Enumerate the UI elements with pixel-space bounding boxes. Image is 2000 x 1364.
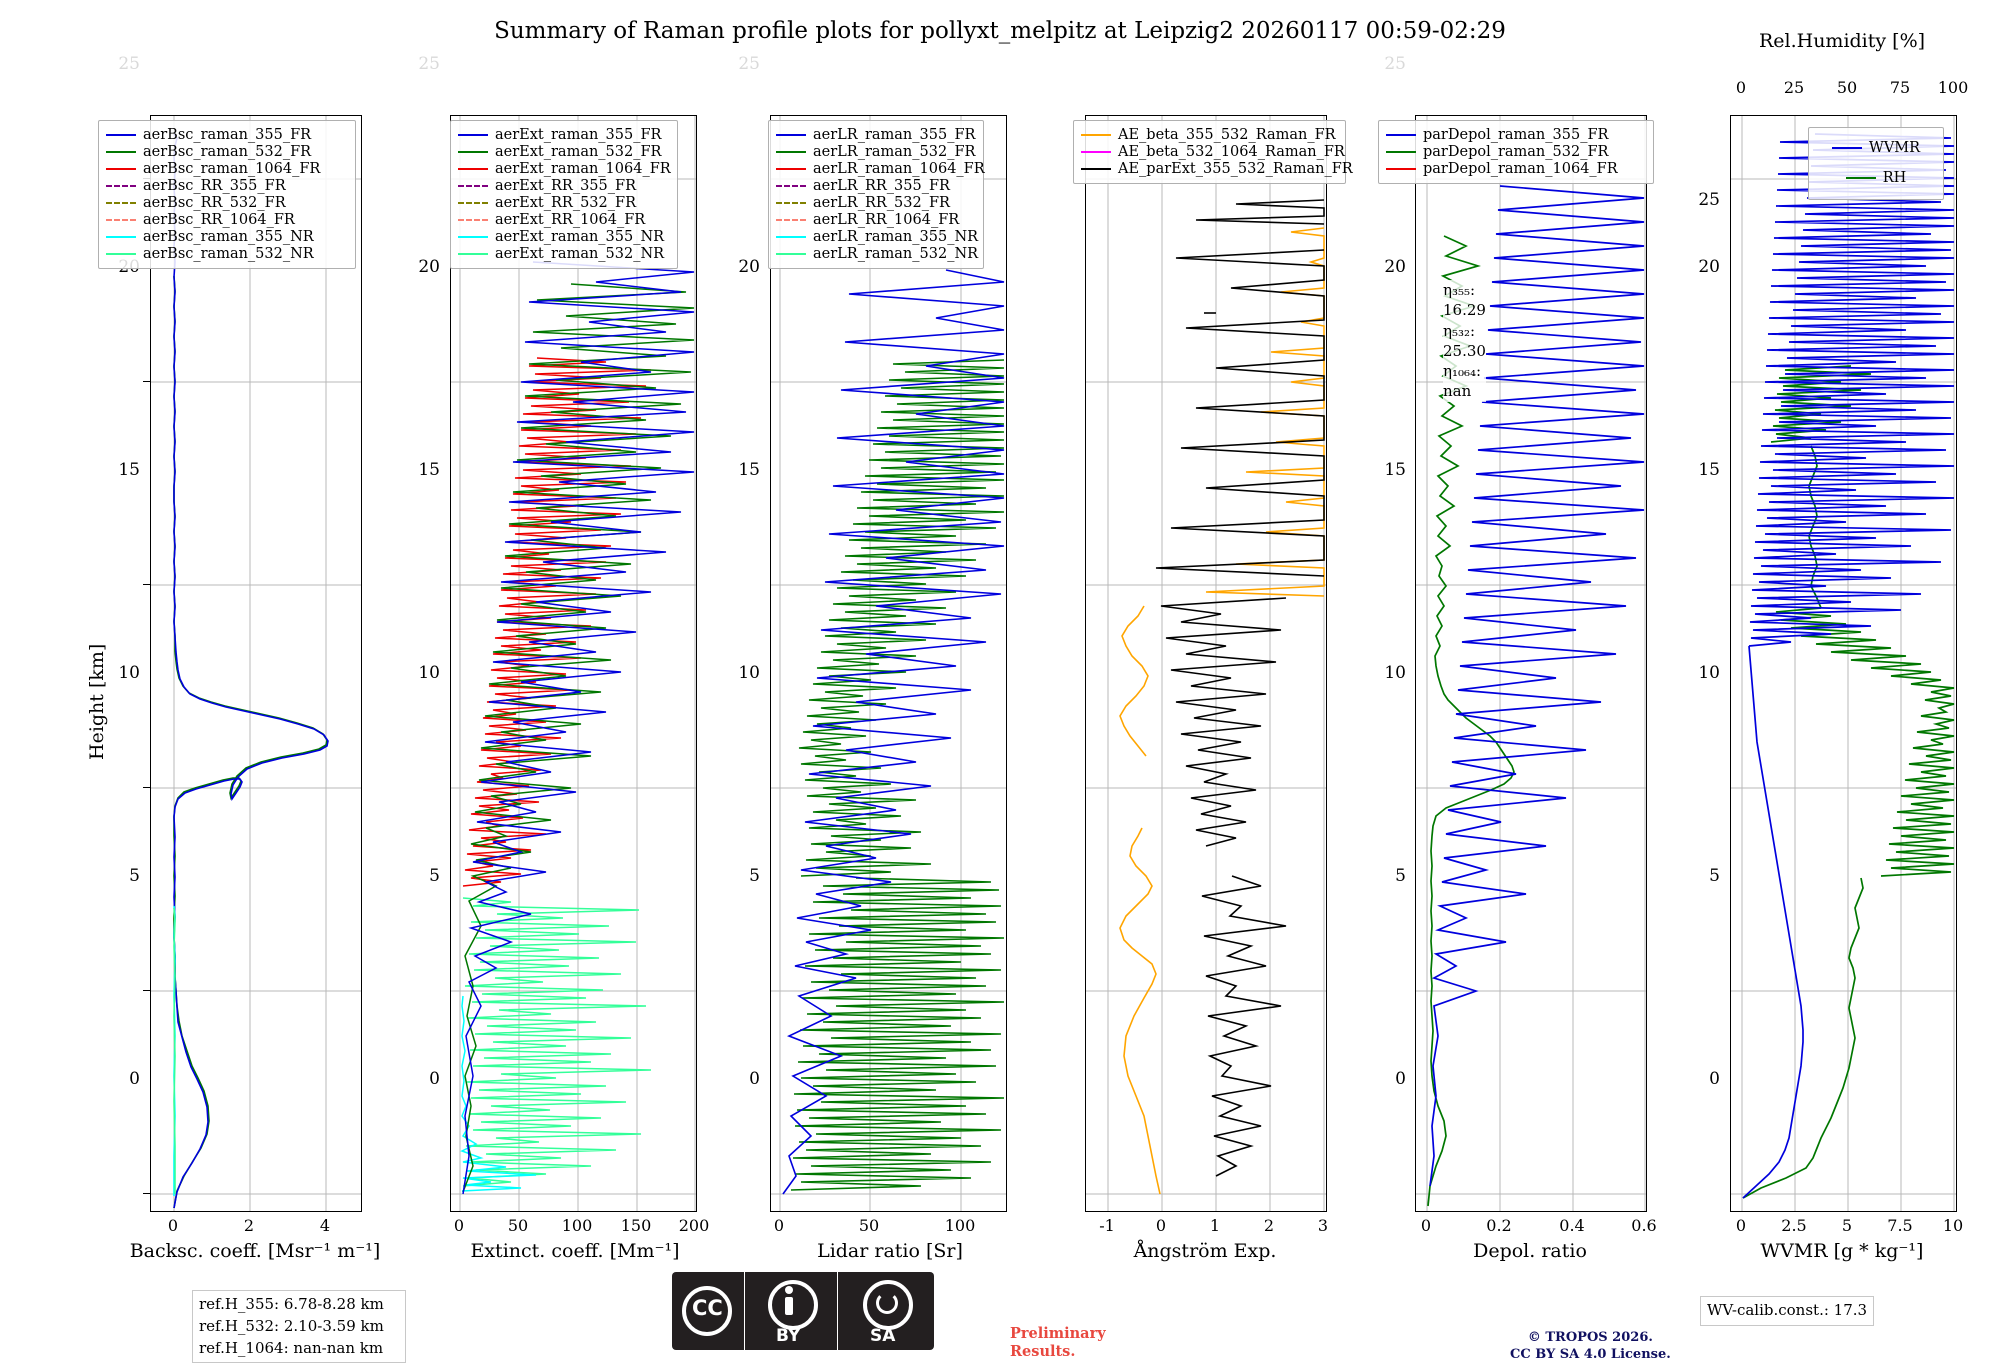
legend-swatch-red	[458, 168, 488, 170]
ytick-dep-15: 15	[1384, 460, 1406, 480]
ytick-ext-25: 25	[418, 54, 440, 74]
legend-label: parDepol_raman_1064_FR	[1423, 160, 1618, 177]
legend-swatch-red	[776, 168, 806, 170]
xtick-dep-04: 0.4	[1559, 1216, 1585, 1235]
xtick-ae-1: 1	[1209, 1216, 1221, 1235]
legend-swatch-salmon	[776, 219, 806, 221]
legend-item	[776, 143, 976, 160]
wvmr-plot-svg	[1731, 116, 1956, 1211]
ytick-wv-0: 0	[1709, 1069, 1720, 1089]
legend-label: aerBsc_raman_532_FR	[143, 143, 312, 160]
plot-area-lidar-ratio	[770, 115, 1007, 1212]
xtick-dep-0: 0	[1420, 1216, 1432, 1235]
legend-wvmr	[1808, 127, 1944, 200]
legend-backscatter	[98, 120, 356, 269]
xtick-ae-0: 0	[1155, 1216, 1167, 1235]
tropos-line-2: CC BY SA 4.0 License.	[1510, 1346, 1671, 1362]
xtick-wv-25: 2.5	[1781, 1216, 1807, 1235]
legend-label: aerLR_raman_532_FR	[813, 143, 976, 160]
tropos-line-1: © TROPOS 2026.	[1527, 1330, 1653, 1345]
legend-item	[1816, 133, 1936, 163]
legend-item	[458, 194, 670, 211]
ytick-wv-10: 10	[1698, 663, 1720, 683]
xtick-lr-0: 0	[773, 1216, 785, 1235]
legend-label: aerExt_raman_532_NR	[495, 245, 665, 262]
legend-swatch-olive	[776, 202, 806, 204]
top-xtick-100: 100	[1937, 78, 1969, 97]
xtick-lr-50: 50	[858, 1216, 880, 1235]
plot-area-angstrom	[1085, 115, 1327, 1212]
legend-item	[106, 177, 348, 194]
legend-item	[458, 160, 670, 177]
legend-label: AE_beta_532_1064_Raman_FR	[1118, 143, 1345, 160]
legend-item	[1386, 160, 1646, 177]
ytick-ext-10: 10	[418, 663, 440, 683]
legend-swatch-green	[458, 151, 488, 153]
legend-swatch-green	[106, 151, 136, 153]
xtick-ae-3: 3	[1317, 1216, 1329, 1235]
ytick-bsc-15: 15	[118, 460, 140, 480]
ytick-ext-15: 15	[418, 460, 440, 480]
xtick-lr-100: 100	[944, 1216, 976, 1235]
preliminary-line-1: Preliminary	[1010, 1325, 1106, 1342]
xaxis-label-angstrom: Ångström Exp.	[1133, 1240, 1277, 1262]
ytick-ext-5: 5	[429, 866, 440, 886]
ytick-lr-10: 10	[738, 663, 760, 683]
legend-item	[458, 228, 670, 245]
legend-swatch-purple	[458, 185, 488, 187]
legend-item	[458, 126, 670, 143]
legend-label: aerLR_raman_355_FR	[813, 126, 976, 143]
ytick-dep-10: 10	[1384, 663, 1406, 683]
legend-swatch-red	[1386, 168, 1416, 170]
xtick-dep-06: 0.6	[1631, 1216, 1657, 1235]
legend-label: WVMR	[1868, 140, 1921, 156]
ytick-bsc-5: 5	[129, 866, 140, 886]
legend-item	[458, 143, 670, 160]
cc-by-label: BY	[776, 1326, 801, 1346]
ytick-wv-25: 25	[1698, 190, 1720, 210]
legend-swatch-green	[1386, 151, 1416, 153]
legend-swatch-olive	[458, 202, 488, 204]
ytick-lr-0: 0	[749, 1069, 760, 1089]
legend-label: aerBsc_raman_1064_FR	[143, 160, 321, 177]
legend-label: aerExt_raman_355_NR	[495, 228, 665, 245]
xtick-ext-50: 50	[507, 1216, 529, 1235]
legend-swatch-springgreen	[458, 253, 488, 255]
lidar-ratio-plot-svg	[771, 116, 1006, 1211]
legend-label: aerBsc_RR_355_FR	[143, 177, 286, 194]
legend-item	[776, 126, 976, 143]
top-xtick-50: 50	[1836, 78, 1858, 97]
reference-height-note	[192, 1290, 406, 1363]
eta-1064-value: η₁₀₆₄: nan	[1443, 362, 1482, 401]
legend-swatch-purple	[776, 185, 806, 187]
plot-area-backscatter	[150, 115, 362, 1212]
ytick-bsc-0: 0	[129, 1069, 140, 1089]
xaxis-label-backscatter: Backsc. coeff. [Msr⁻¹ m⁻¹]	[129, 1240, 381, 1262]
xtick-ext-100: 100	[561, 1216, 593, 1235]
angstrom-plot-svg	[1086, 116, 1326, 1211]
legend-item	[776, 245, 979, 262]
ytick-lr-20: 20	[738, 257, 760, 277]
legend-label: aerBsc_RR_1064_FR	[143, 211, 295, 228]
legend-swatch-blue	[458, 134, 488, 136]
legend-angstrom	[1073, 120, 1353, 184]
legend-item	[458, 177, 670, 194]
legend-swatch-salmon	[106, 219, 136, 221]
legend-swatch-springgreen	[106, 253, 136, 255]
legend-label: aerExt_RR_355_FR	[495, 177, 636, 194]
xtick-ext-150: 150	[620, 1216, 652, 1235]
legend-label: parDepol_raman_532_FR	[1423, 143, 1609, 160]
legend-swatch-green	[1846, 177, 1876, 179]
legend-label: aerLR_raman_532_NR	[813, 245, 979, 262]
ytick-ext-0: 0	[429, 1069, 440, 1089]
legend-label: aerBsc_raman_355_FR	[143, 126, 312, 143]
ytick-dep-0: 0	[1395, 1069, 1406, 1089]
xtick-dep-02: 0.2	[1486, 1216, 1512, 1235]
legend-swatch-orange	[1081, 134, 1111, 136]
ytick-wv-20: 20	[1698, 257, 1720, 277]
legend-item	[776, 160, 985, 177]
legend-label: AE_parExt_355_532_Raman_FR	[1118, 160, 1353, 177]
legend-label: aerLR_raman_355_NR	[813, 228, 979, 245]
plot-area-wvmr	[1730, 115, 1957, 1212]
extinction-plot-svg	[451, 116, 696, 1211]
ytick-lr-15: 15	[738, 460, 760, 480]
legend-label: aerLR_RR_1064_FR	[813, 211, 960, 228]
page-title: Summary of Raman profile plots for pollyxt_melpitz at Leipzig2 20260117 00:59-02:29	[494, 18, 1506, 44]
xaxis-label-lidar-ratio: Lidar ratio [Sr]	[817, 1240, 963, 1262]
legend-swatch-olive	[106, 202, 136, 204]
ytick-lr-25: 25	[738, 54, 760, 74]
ytick-dep-5: 5	[1395, 866, 1406, 886]
xtick-bsc-4: 4	[319, 1216, 331, 1235]
legend-swatch-green	[776, 151, 806, 153]
legend-item	[106, 245, 348, 262]
depol-eta-annotation	[1443, 280, 1486, 402]
top-xtick-0: 0	[1735, 78, 1747, 97]
legend-label: aerBsc_RR_532_FR	[143, 194, 286, 211]
top-axis-label-rh: Rel.Humidity [%]	[1758, 30, 1926, 52]
legend-label: aerExt_RR_532_FR	[495, 194, 636, 211]
cc-sa-label: SA	[870, 1326, 896, 1346]
xaxis-label-wvmr: WVMR [g * kg⁻¹]	[1760, 1240, 1924, 1262]
legend-item	[1081, 160, 1353, 177]
legend-label: aerBsc_raman_355_NR	[143, 228, 314, 245]
xtick-bsc-2: 2	[243, 1216, 255, 1235]
legend-swatch-cyan	[458, 236, 488, 238]
legend-swatch-cyan	[106, 236, 136, 238]
legend-depol	[1378, 120, 1654, 184]
legend-item	[106, 126, 348, 143]
top-xtick-25: 25	[1783, 78, 1805, 97]
legend-item	[776, 211, 976, 228]
xtick-ext-200: 200	[678, 1216, 710, 1235]
legend-extinction	[450, 120, 678, 269]
legend-item	[106, 228, 348, 245]
ytick-lr-5: 5	[749, 866, 760, 886]
cc-license-badge	[672, 1272, 934, 1350]
xaxis-label-depol: Depol. ratio	[1473, 1240, 1587, 1262]
legend-label: aerLR_raman_1064_FR	[813, 160, 985, 177]
preliminary-results-note	[1010, 1325, 1106, 1361]
legend-item	[776, 228, 979, 245]
legend-swatch-blue	[776, 134, 806, 136]
legend-label: AE_beta_355_532_Raman_FR	[1118, 126, 1336, 143]
legend-item	[1816, 163, 1936, 193]
ytick-dep-20: 20	[1384, 257, 1406, 277]
ytick-ext-20: 20	[418, 257, 440, 277]
legend-item	[458, 211, 670, 228]
legend-swatch-blue	[106, 134, 136, 136]
legend-label: RH	[1882, 170, 1907, 186]
legend-label: aerBsc_raman_532_NR	[143, 245, 314, 262]
xaxis-label-extinction: Extinct. coeff. [Mm⁻¹]	[470, 1240, 680, 1262]
legend-swatch-red	[106, 168, 136, 170]
legend-label: aerExt_RR_1064_FR	[495, 211, 646, 228]
top-xtick-75: 75	[1889, 78, 1911, 97]
legend-swatch-springgreen	[776, 253, 806, 255]
legend-label: parDepol_raman_355_FR	[1423, 126, 1609, 143]
legend-label: aerLR_RR_532_FR	[813, 194, 950, 211]
cc-sa-icon	[838, 1272, 934, 1350]
plot-area-extinction	[450, 115, 697, 1212]
legend-item	[106, 143, 348, 160]
ytick-wv-5: 5	[1709, 866, 1720, 886]
xtick-ae-neg1: -1	[1099, 1216, 1115, 1235]
legend-swatch-blue	[1832, 147, 1862, 149]
cc-logo-icon: CC	[672, 1272, 744, 1350]
eta-532-value: η₅₃₂: 25.30	[1443, 321, 1486, 360]
legend-item	[776, 194, 976, 211]
legend-swatch-blue	[1386, 134, 1416, 136]
preliminary-line-2: Results.	[1010, 1343, 1076, 1361]
legend-swatch-cyan	[776, 236, 806, 238]
legend-swatch-salmon	[458, 219, 488, 221]
legend-item	[106, 160, 348, 177]
legend-lidar-ratio	[768, 120, 984, 269]
legend-item	[1081, 143, 1345, 160]
xtick-wv-75: 7.5	[1887, 1216, 1913, 1235]
legend-label: aerExt_raman_532_FR	[495, 143, 662, 160]
legend-item	[1386, 143, 1646, 160]
cc-by-icon	[745, 1272, 837, 1350]
xtick-bsc-0: 0	[167, 1216, 179, 1235]
ytick-bsc-10: 10	[118, 663, 140, 683]
legend-swatch-magenta	[1081, 151, 1111, 153]
legend-item	[776, 177, 976, 194]
tropos-copyright	[1510, 1330, 1671, 1364]
legend-label: aerExt_raman_355_FR	[495, 126, 662, 143]
legend-item	[106, 211, 348, 228]
ref-h-355: ref.H_355: 6.78-8.28 km	[199, 1295, 384, 1313]
ytick-dep-25: 25	[1384, 54, 1406, 74]
y-axis-label: Height [km]	[86, 643, 108, 760]
legend-label: aerExt_raman_1064_FR	[495, 160, 671, 177]
xtick-ae-2: 2	[1263, 1216, 1275, 1235]
xtick-wv-100: 10	[1942, 1216, 1964, 1235]
xtick-wv-50: 5	[1841, 1216, 1853, 1235]
ref-h-532: ref.H_532: 2.10-3.59 km	[199, 1316, 384, 1335]
legend-item	[1081, 126, 1338, 143]
backscatter-plot-svg	[151, 116, 361, 1211]
legend-item	[458, 245, 670, 262]
eta-355-value: η₃₅₅: 16.29	[1443, 281, 1486, 320]
legend-label: aerLR_RR_355_FR	[813, 177, 950, 194]
legend-item	[1386, 126, 1646, 143]
legend-item	[106, 194, 348, 211]
ytick-bsc-25: 25	[118, 54, 140, 74]
xtick-wv-0: 0	[1735, 1216, 1747, 1235]
xtick-ext-0: 0	[453, 1216, 465, 1235]
ref-h-1064: ref.H_1064: nan-nan km	[199, 1338, 384, 1357]
wv-calibration-note: WV-calib.const.: 17.3	[1700, 1296, 1874, 1326]
legend-swatch-black	[1081, 168, 1111, 170]
ytick-wv-15: 15	[1698, 460, 1720, 480]
legend-swatch-purple	[106, 185, 136, 187]
